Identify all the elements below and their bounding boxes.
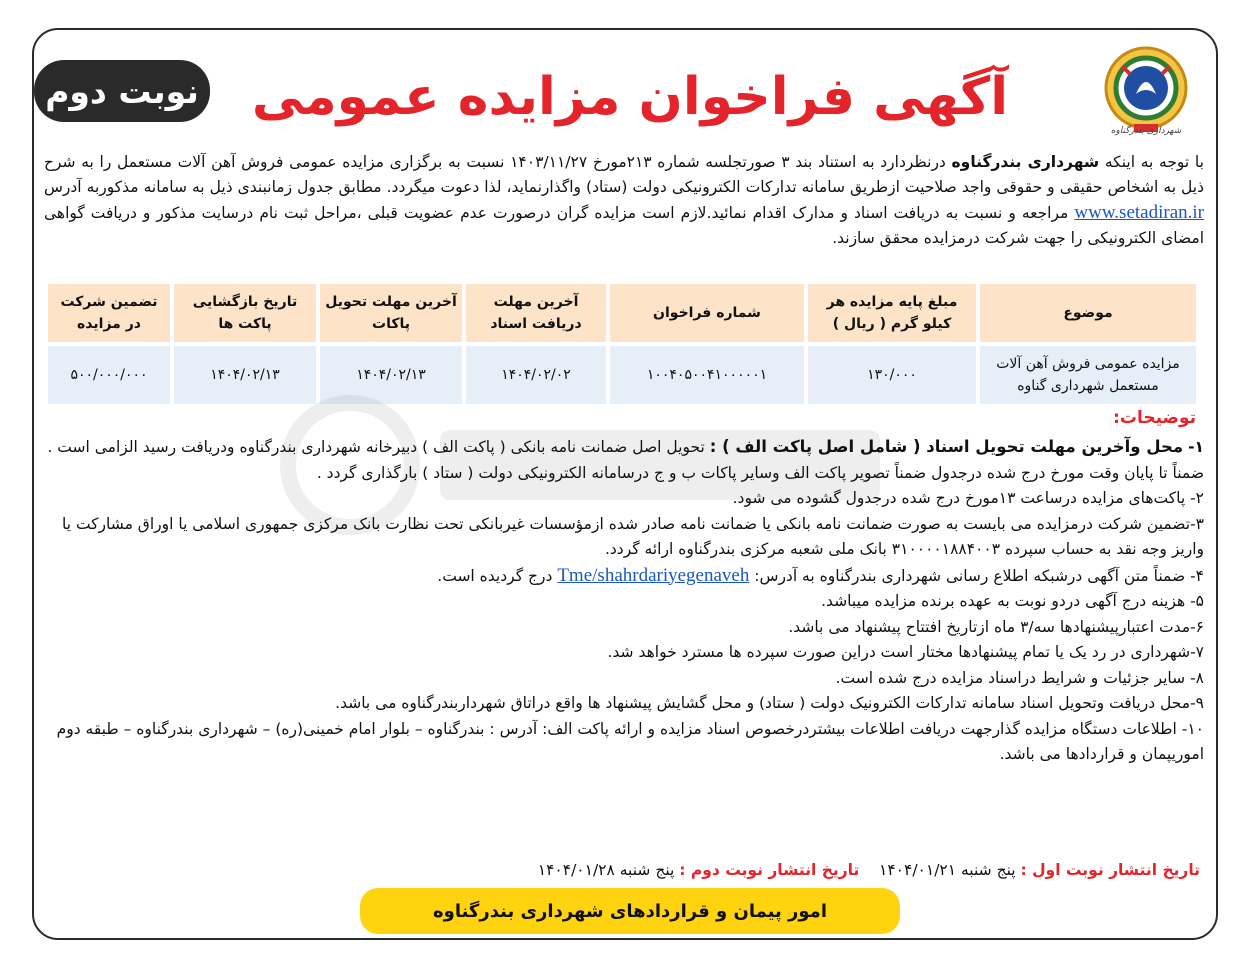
cell-base-price: ۱۳۰/۰۰۰ bbox=[808, 346, 976, 404]
note-1-text: تحویل اصل ضمانت نامه بانکی ( پاکت الف ) دبیرخانه شهرداری بندرگناوه ودریافت رسید الزامی است . ضمناً تا پایان وقت مورخ درج شده درجدول ضمناً تصویر پاکت الف وسایر پاکات ب و ج درسامانه الکترونیکی دولت ( ستاد ) بارگذاری گردد . bbox=[47, 438, 1204, 482]
publication-dates bbox=[470, 858, 1200, 882]
note-10: ۱۰- اطلاعات دستگاه مزایده گذارجهت دریافت اطلاعات بیشتردرخصوص اسناد مزایده و ارائه پاکت الف: آدرس : بندرگناوه – بلوار امام خمینی(ره) – شهرداری بندرگناوه – طبقه دوم اموریپمان و قراردادها می باشد. bbox=[56, 719, 1204, 763]
note-4-pre: ۴- ضمناً متن آگهی درشبکه اطلاع رسانی شهرداری بندرگناوه به آدرس: bbox=[754, 566, 1204, 585]
cell-call-number: ۱۰۰۴۰۵۰۰۴۱۰۰۰۰۰۱ bbox=[610, 346, 804, 404]
setadiran-link[interactable]: www.setadiran.ir bbox=[1074, 202, 1204, 223]
ad-title: آگهی فراخوان مزایده عمومی bbox=[251, 67, 1009, 127]
header-guarantee: تضمین شرکت در مزایده bbox=[48, 284, 170, 342]
cell-opening-date: ۱۴۰۴/۰۲/۱۳ bbox=[174, 346, 316, 404]
note-6: ۶-مدت اعتبارپیشنهادها سه/۳ ماه ازتاریخ افتتاح پیشنهاد می باشد. bbox=[788, 617, 1204, 636]
header-opening-date: تاریخ بازگشایی پاکت ها bbox=[174, 284, 316, 342]
first-publication-label: تاریخ انتشار نوبت اول : bbox=[1020, 861, 1200, 879]
header-docs-deadline: آخرین مهلت دریافت اسناد bbox=[466, 284, 606, 342]
note-2: ۲- پاکت‌های مزایده درساعت ۱۳مورخ درج شده درجدول گشوده می شود. bbox=[732, 489, 1204, 507]
note-3: ۳-تضمین شرکت درمزایده می بایست به صورت ضمانت نامه بانکی یا ضمانت نامه صادر شده ازمؤسسات غیربانکی تحت نظارت بانک مرکزی جمهوری اسلامی یا اوراق مشارکت یا واریز وجه نقد به حساب سپرده ۳۱۰۰۰۰۱۸۸۴۰۰۳ بانک ملی شعبه مرکزی بندرگناوه ارائه گردد. bbox=[61, 514, 1204, 558]
cell-submit-deadline: ۱۴۰۴/۰۲/۱۳ bbox=[320, 346, 462, 404]
logo-caption: شهرداری بندرگناوه bbox=[1110, 126, 1182, 136]
second-round-badge: نوبت دوم bbox=[34, 60, 210, 122]
first-publication-date: پنج شنبه ۱۴۰۴/۰۱/۲۱ bbox=[879, 861, 1016, 879]
note-4 bbox=[40, 563, 1204, 590]
intro-part2: درنظردارد به استناد بند ۳ صورتجلسه شماره ۲۱۳مورخ ۱۴۰۳/۱۱/۲۷ نسبت به برگزاری مزایده عمومی فروش آهن آلات مستعمل را به شرح ذیل به اشخاص حقیقی و حقوقی واجد صلاحیت ازطریق سامانه تدارکات الکترونیکی دولت (ستاد) واگذارنماید، لذا دعوت میگردد. مطابق جدول زمانبندی ذیل به سامانه مذکوربه آدرس bbox=[44, 153, 1204, 196]
note-1-number: ۱- bbox=[1188, 438, 1204, 456]
table-header-row bbox=[48, 284, 1196, 342]
note-1-heading: محل وآخرین مهلت تحویل اسناد ( شامل اصل پاکت الف ) : bbox=[709, 437, 1184, 456]
intro-paragraph bbox=[44, 150, 1204, 251]
notes-title: توضیحات: bbox=[1113, 408, 1196, 428]
auction-table bbox=[44, 280, 1200, 408]
note-9: ۹-محل دریافت وتحویل اسناد سامانه تدارکات الکترونیک دولت ( ستاد) و محل گشایش پیشنهاد ها واقع دراتاق شهرداربندرگناوه می باشد. bbox=[335, 694, 1204, 712]
notes-list bbox=[40, 434, 1204, 768]
table-row bbox=[48, 346, 1196, 404]
telegram-link[interactable]: Tme/shahrdariyegenaveh bbox=[557, 564, 750, 586]
note-1 bbox=[40, 434, 1204, 486]
second-publication-date: پنج شنبه ۱۴۰۴/۰۱/۲۸ bbox=[537, 861, 675, 879]
cell-docs-deadline: ۱۴۰۴/۰۲/۰۲ bbox=[466, 346, 606, 404]
cell-subject: مزایده عمومی فروش آهن آلات مستعمل شهرداری گناوه bbox=[980, 346, 1196, 404]
intro-part3: مراجعه و نسبت به دریافت اسناد و مدارک اقدام نمائید.لازم است مزایده گران درصورت عدم عضویت قبلی ،مراحل ثبت نام درسایت مذکور و دریافت گواهی امضای الکترونیکی را جهت شرکت درمزایده محقق سازند. bbox=[44, 204, 1204, 247]
note-4-post: درج گردیده است. bbox=[437, 566, 553, 585]
second-publication-label: تاریخ انتشار نوبت دوم : bbox=[679, 861, 860, 879]
intro-organization: شهرداری بندرگناوه bbox=[951, 153, 1100, 171]
header-submit-deadline: آخرین مهلت تحویل پاکات bbox=[320, 284, 462, 342]
note-7: ۷-شهرداری در رد یک یا تمام پیشنهادها مختار است دراین صورت سپرده ها مسترد خواهد شد. bbox=[607, 643, 1204, 661]
header-call-number: شماره فراخوان bbox=[610, 284, 804, 342]
cell-guarantee: ۵۰۰/۰۰۰/۰۰۰ bbox=[48, 346, 170, 404]
intro-part1: با توجه به اینکه bbox=[1104, 153, 1204, 171]
header-subject: موضوع bbox=[980, 284, 1196, 342]
note-5: ۵- هزینه درج آگهی دردو نوبت به عهده برنده مزایده میباشد. bbox=[821, 592, 1204, 610]
note-8: ۸- سایر جزئیات و شرایط دراسناد مزایده درج شده است. bbox=[835, 668, 1204, 687]
footer-banner: امور پیمان و قراردادهای شهرداری بندرگناوه bbox=[360, 888, 900, 934]
header-base-price: مبلغ پایه مزایده هر کیلو گرم ( ریال ) bbox=[808, 284, 976, 342]
